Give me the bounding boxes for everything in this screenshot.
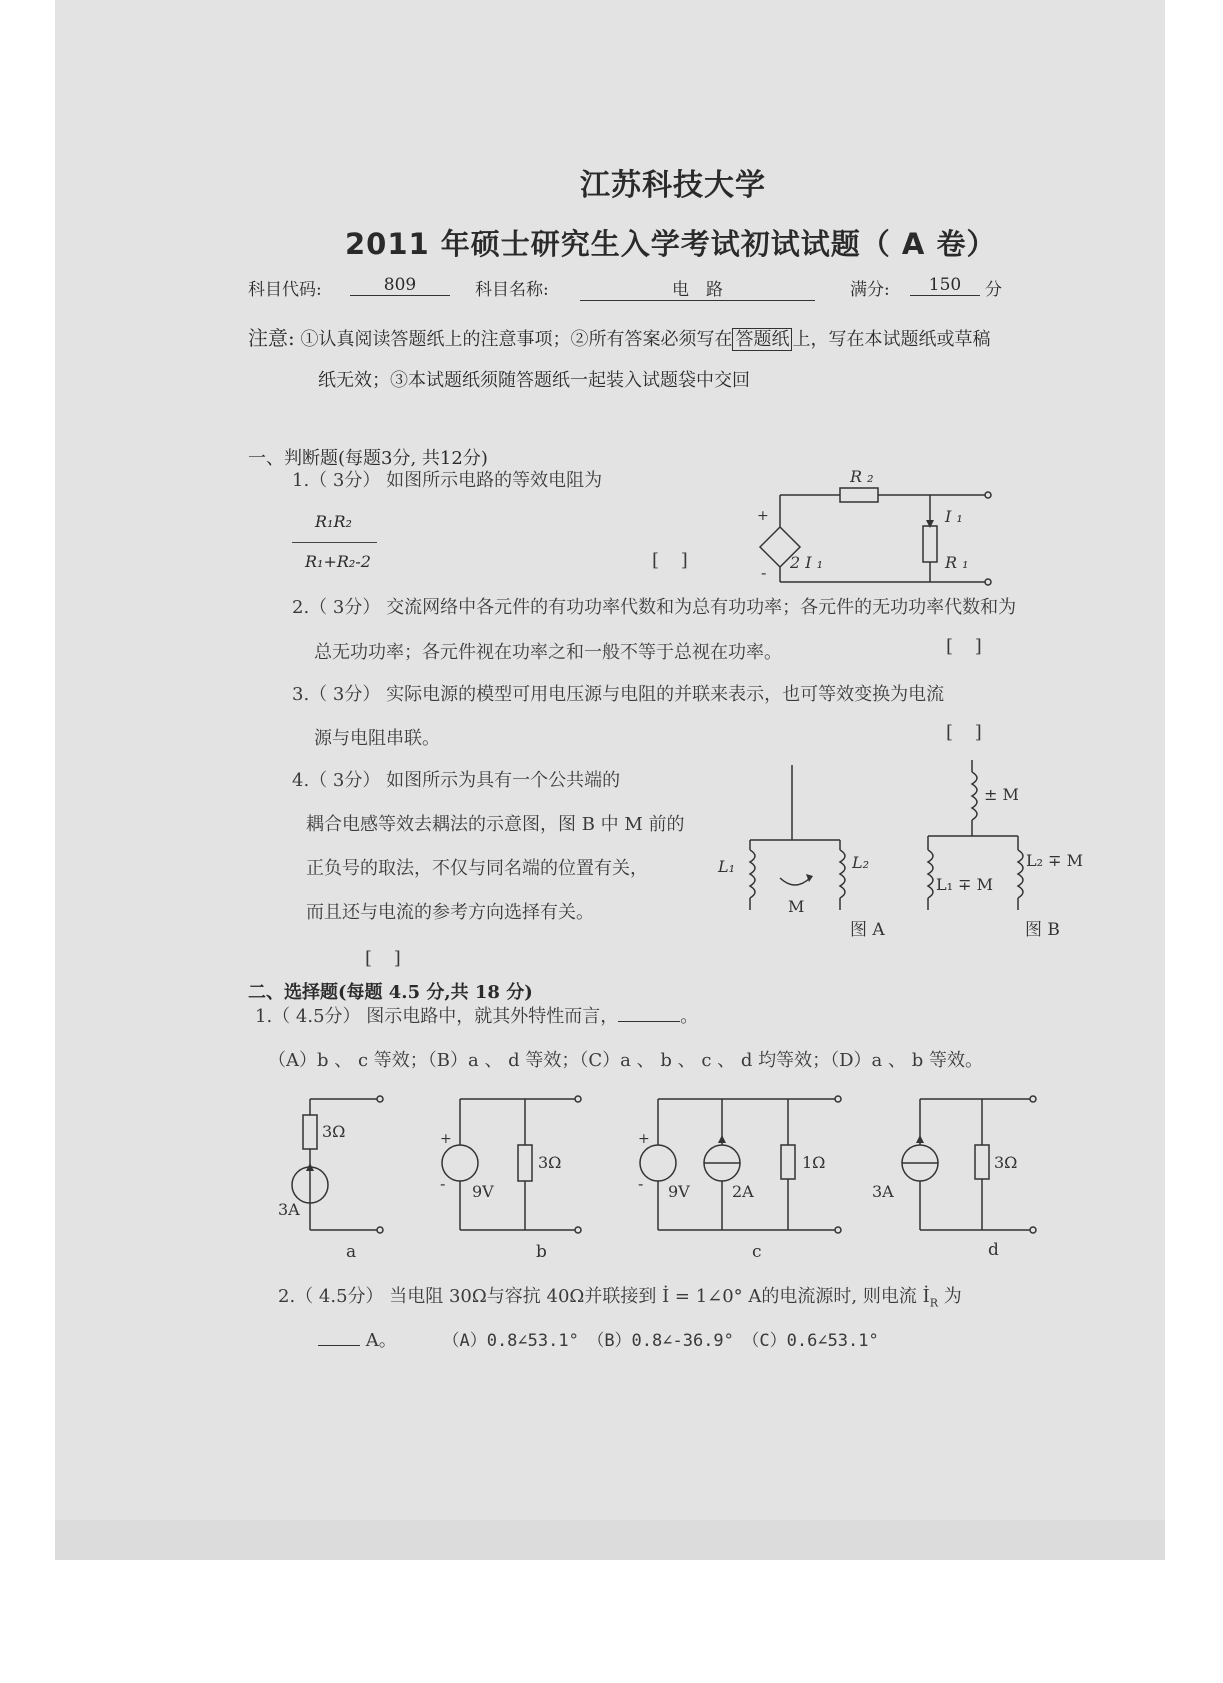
notice-line-2: 纸无效；③本试题纸须随答题纸一起装入试题袋中交回 [318, 370, 750, 391]
circuit-b-plus: + [440, 1131, 452, 1147]
fig1-i1-label: I ₁ [945, 507, 963, 526]
fig4-pm-label: ± M [984, 785, 1019, 804]
fig1-r2-label: R ₂ [850, 467, 874, 486]
fig4-l1mp-label: L₁ ∓ M [936, 875, 993, 894]
s2-q1-stem: 1.（ 4.5分） 图示电路中，就其外特性而言， [255, 1006, 619, 1027]
subject-code: 809 [350, 275, 450, 296]
subject-name: 电 路 [580, 275, 815, 301]
fig1-plus: + [757, 508, 769, 524]
fraction-line [292, 542, 377, 543]
circuit-c-plus: + [638, 1131, 650, 1147]
circuit-b-minus: - [440, 1174, 446, 1193]
section-1-title: 一、判断题(每题3分, 共12分) [248, 448, 488, 469]
circuit-a-caption: a [346, 1242, 357, 1260]
s2-q1-text [255, 1002, 698, 1028]
school-name: 江苏科技大学 [580, 168, 766, 203]
fig4-m-label: M [788, 897, 805, 916]
circuit-d-r: 3Ω [994, 1153, 1018, 1172]
notice-text-b: 上，写在本试题纸或草稿 [792, 329, 991, 350]
fig4-l2mp-label: L₂ ∓ M [1026, 851, 1083, 870]
s1-q4-line1: 4.（ 3分） 如图所示为具有一个公共端的 [292, 770, 621, 791]
fig1-minus: - [761, 563, 767, 582]
s1-q4-line3: 正负号的取法，不仅与同名端的位置有关， [306, 858, 648, 879]
s2-q2-unit: A。 [365, 1330, 397, 1351]
notice-label: 注意: [248, 326, 295, 350]
s2-q2-stem: 2.（ 4.5分） 当电阻 30Ω与容抗 40Ω并联接到 İ = 1∠0° A的电流源时, 则电流 İ [278, 1286, 930, 1307]
s1-q2-line2: 总无功功率；各元件视在功率之和一般不等于总视在功率。 [314, 642, 782, 663]
s2-q2-blank [318, 1345, 360, 1346]
fig4-l2-label: L₂ [852, 853, 870, 872]
fig4-l1-label: L₁ [718, 857, 736, 876]
circuit-a-i: 3A [278, 1200, 300, 1219]
full-score: 150 [910, 275, 980, 296]
coupled-inductor-figure [710, 760, 1100, 950]
s2-q1-blank [618, 1021, 680, 1022]
circuit-a-r: 3Ω [322, 1122, 346, 1141]
s1-q3-answer-bracket: [ ] [946, 722, 990, 743]
s2-q2-subscript: R [929, 1296, 938, 1310]
circuit-d-i: 3A [872, 1182, 894, 1201]
s1-q3-line1: 3.（ 3分） 实际电源的模型可用电压源与电阻的并联来表示，也可等效变换为电流 [292, 684, 945, 705]
s2-q2-tail: 为 [937, 1286, 962, 1307]
s1-q2-answer-bracket: [ ] [946, 636, 990, 657]
circuit-b-r: 3Ω [538, 1153, 562, 1172]
circuit-c-i: 2A [732, 1182, 754, 1201]
s1-q4-line4: 而且还与电流的参考方向选择有关。 [306, 902, 594, 923]
s2-q1-end: 。 [680, 1006, 699, 1027]
option-circuits-figure [260, 1085, 1120, 1260]
s1-q4-answer-bracket: [ ] [365, 948, 409, 969]
s1-q1-numerator: R₁R₂ [315, 512, 352, 531]
circuit-c-caption: c [752, 1242, 762, 1260]
fig1-r1-label: R ₁ [945, 553, 969, 572]
circuit-c-minus: - [638, 1174, 644, 1193]
subject-name-label: 科目名称: [475, 280, 549, 300]
s1-q3-line2: 源与电阻串联。 [314, 728, 440, 749]
circuit-c-r: 1Ω [802, 1153, 826, 1172]
s1-q4-line2: 耦合电感等效去耦法的示意图，图 B 中 M 前的 [306, 814, 685, 835]
s2-q2-line1 [278, 1282, 962, 1310]
circuit-c-v: 9V [668, 1182, 690, 1201]
s2-q2-line2 [318, 1326, 879, 1352]
subject-code-label: 科目代码: [248, 280, 322, 300]
s1-q1-denominator: R₁+R₂-2 [305, 552, 371, 571]
s1-q1-answer-bracket: [ ] [652, 550, 696, 571]
exam-title: 2011 年硕士研究生入学考试初试试题（ A 卷） [345, 227, 997, 261]
circuit-d-caption: d [988, 1240, 999, 1260]
full-score-label: 满分: [850, 280, 890, 300]
section-2-title: 二、选择题(每题 4.5 分,共 18 分) [248, 982, 533, 1003]
fig4-caption-b: 图 B [1025, 920, 1060, 940]
fig1-source-label: 2 I ₁ [790, 553, 824, 572]
s1-q1-text: 1.（ 3分） 如图所示电路的等效电阻为 [292, 470, 603, 491]
circuit-b-v: 9V [472, 1182, 494, 1201]
s2-q1-options: （A）b 、 c 等效；（B）a 、 d 等效；（C）a 、 b 、 c 、 d 均等效；（D）a 、 b 等效。 [268, 1050, 983, 1071]
notice-text-a: ①认真阅读答题纸上的注意事项；②所有答案必须写在 [300, 329, 733, 350]
full-score-unit: 分 [985, 280, 1002, 300]
scan-bottom-strip [55, 1520, 1165, 1560]
circuit-b-caption: b [536, 1242, 547, 1260]
q1-circuit-figure [745, 460, 1005, 590]
notice-answer-sheet-box: 答题纸 [732, 328, 792, 351]
s2-q2-options: （A）0.8∠53.1° （B）0.8∠-36.9° （C）0.6∠53.1° [442, 1331, 879, 1351]
s1-q2-line1: 2.（ 3分） 交流网络中各元件的有功功率代数和为总有功功率；各元件的无功功率代数和为 [292, 597, 1017, 618]
fig4-caption-a: 图 A [850, 920, 885, 940]
notice-line-1 [248, 322, 990, 351]
